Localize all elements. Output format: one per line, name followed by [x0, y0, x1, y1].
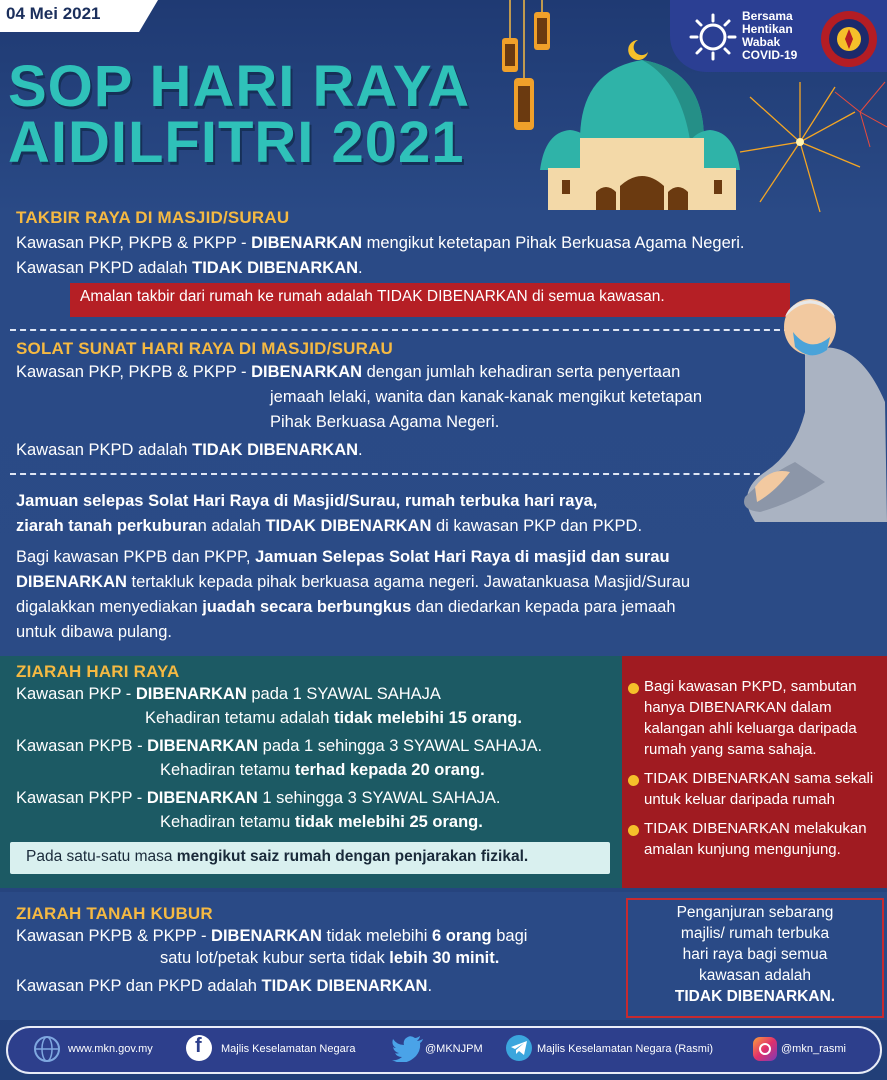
- ziarah-row2: [16, 734, 542, 759]
- text-bold: TIDAK DIBENARKAN: [265, 517, 432, 535]
- ziarah-row1-sub: [145, 706, 522, 731]
- text-span: di kawasan PKP dan PKPD.: [431, 517, 643, 535]
- pkpd-bullet2: [644, 768, 873, 810]
- text-bold: mengikut saiz rumah dengan penjarakan fizikal.: [176, 848, 529, 865]
- text-span: mengikut ketetapan Pihak Berkuasa Agama Negeri.: [362, 234, 745, 252]
- solat-line2: jemaah lelaki, wanita dan kanak-kanak mengikut ketetapan: [270, 388, 703, 406]
- text-bold: ziarah tanah perkubura: [16, 517, 198, 535]
- facebook-glyph: f: [195, 1035, 202, 1057]
- jamuan-p2-line3: [16, 595, 676, 620]
- covid-badge-text: [742, 10, 797, 62]
- pkpd-bullet-line: Bagi kawasan PKPD, sambutan: [644, 678, 857, 695]
- ziarah-row1: [16, 682, 441, 707]
- kubur-line3: [16, 974, 432, 999]
- text-bold: juadah secara berbungkus: [202, 598, 412, 616]
- notice-bold: TIDAK DIBENARKAN.: [674, 988, 836, 1005]
- bullet-icon: [628, 683, 639, 694]
- globe-icon: [32, 1034, 62, 1064]
- text-bold: TIDAK DIBENARKAN: [192, 441, 359, 459]
- text-bold: DIBENARKAN: [16, 573, 127, 591]
- text-bold: TIDAK DIBENARKAN: [192, 259, 359, 277]
- covid-badge-line: Bersama: [742, 9, 793, 23]
- pkpd-bullet-line: TIDAK DIBENARKAN sama sekali: [644, 770, 874, 787]
- text-span: Kawasan PKPD adalah: [16, 259, 193, 277]
- pkpd-bullet-line: TIDAK DIBENARKAN melakukan: [644, 820, 867, 837]
- text-span: bagi: [491, 927, 528, 945]
- text-bold: DIBENARKAN: [251, 234, 363, 252]
- text-span: .: [358, 259, 363, 277]
- jamuan-p2-line4: untuk dibawa pulang.: [16, 623, 172, 641]
- text-bold: tidak melebihi 25 orang.: [294, 813, 483, 831]
- takbir-banner-text: Amalan takbir dari rumah ke rumah adalah TIDAK DIBENARKAN di semua kawasan.: [80, 288, 665, 305]
- ziarah-heading: ZIARAH HARI RAYA: [16, 662, 180, 681]
- takbir-line1: [16, 231, 745, 256]
- text-span: Kawasan PKP, PKPB & PKPP -: [16, 234, 252, 252]
- notice-line: hari raya bagi semua: [682, 946, 828, 963]
- pkpd-bullet-line: hanya DIBENARKAN dalam: [644, 699, 832, 716]
- text-span: 1 sehingga 3 SYAWAL SAHAJA.: [257, 789, 501, 807]
- solat-line4: [16, 438, 363, 463]
- ziarah-row2-sub: [160, 758, 485, 783]
- divider: [10, 473, 790, 475]
- text-span: dengan jumlah kehadiran serta penyertaan: [362, 363, 681, 381]
- covid-badge-line: Wabak: [742, 35, 781, 49]
- text-span: tidak melebihi: [321, 927, 433, 945]
- jamuan-p2-line2: [16, 570, 690, 595]
- twitter-link[interactable]: @MKNJPM: [425, 1043, 483, 1055]
- fireworks-icon: [730, 72, 887, 232]
- pkpd-bullet1: [644, 676, 857, 760]
- praying-man-illustration: [735, 282, 887, 522]
- jamuan-p1-line2: [16, 514, 642, 539]
- kubur-heading: ZIARAH TANAH KUBUR: [16, 904, 213, 923]
- text-span: Kawasan PKPB & PKPP -: [16, 927, 212, 945]
- telegram-plane-icon: [510, 1040, 528, 1056]
- solat-line3: Pihak Berkuasa Agama Negeri.: [270, 413, 500, 431]
- text-span: Kehadiran tetamu: [160, 813, 295, 831]
- text-span: Kawasan PKP, PKPB & PKPP -: [16, 363, 252, 381]
- text-span: Kawasan PKPB -: [16, 737, 148, 755]
- text-bold: DIBENARKAN: [146, 789, 258, 807]
- date-label: 04 Mei 2021: [6, 4, 101, 23]
- text-span: .: [358, 441, 363, 459]
- pkpd-bullet-line: amalan kunjung mengunjung.: [644, 841, 841, 858]
- text-bold: DIBENARKAN: [251, 363, 363, 381]
- ziarah-row3-sub: [160, 810, 483, 835]
- text-span: Bagi kawasan PKPB dan PKPP,: [16, 548, 256, 566]
- pkpd-bullet3: [644, 818, 867, 860]
- bullet-icon: [628, 775, 639, 786]
- takbir-line2: [16, 256, 363, 281]
- instagram-lens: [759, 1043, 771, 1055]
- text-bold: DIBENARKAN: [135, 685, 247, 703]
- takbir-heading: TAKBIR RAYA DI MASJID/SURAU: [16, 208, 290, 227]
- page-title-line2: AIDILFITRI 2021: [8, 110, 465, 175]
- instagram-link[interactable]: @mkn_rasmi: [781, 1043, 846, 1055]
- text-span: digalakkan menyediakan: [16, 598, 203, 616]
- text-bold: terhad kepada 20 orang.: [294, 761, 485, 779]
- text-span: Kawasan PKP dan PKPD adalah: [16, 977, 262, 995]
- nsc-logo: [820, 10, 878, 68]
- divider: [10, 329, 790, 331]
- ziarah-row3: [16, 786, 501, 811]
- solat-heading: SOLAT SUNAT HARI RAYA DI MASJID/SURAU: [16, 339, 394, 358]
- text-span: pada 1 sehingga 3 SYAWAL SAHAJA.: [258, 737, 543, 755]
- ziarah-note-text: [26, 848, 528, 866]
- text-span: Kehadiran tetamu adalah: [145, 709, 334, 727]
- text-span: .: [427, 977, 433, 995]
- text-span: tertakluk kepada pihak berkuasa agama negeri. Jawatankuasa Masjid/Surau: [126, 573, 691, 591]
- text-span: satu lot/petak kubur serta tidak: [160, 949, 390, 967]
- text-bold: TIDAK DIBENARKAN: [261, 977, 428, 995]
- text-span: Kawasan PKP -: [16, 685, 136, 703]
- virus-icon: [688, 12, 738, 62]
- notice-line: Penganjuran sebarang: [676, 904, 834, 921]
- text-bold: DIBENARKAN: [211, 927, 322, 945]
- pkpd-bullet-line: rumah yang sama sahaja.: [644, 741, 817, 758]
- covid-badge-line: Hentikan: [742, 22, 793, 36]
- text-span: Kawasan PKPD adalah: [16, 441, 193, 459]
- notice-line: kawasan adalah: [698, 967, 812, 984]
- solat-line1: [16, 360, 680, 385]
- text-span: n adalah: [197, 517, 266, 535]
- pkpd-bullet-line: untuk keluar daripada rumah: [644, 791, 835, 808]
- twitter-icon[interactable]: [392, 1036, 424, 1062]
- text-bold: Jamuan selepas Solat Hari Raya di Masjid/Surau, rumah terbuka hari raya,: [16, 492, 598, 510]
- pkpd-bullet-line: kalangan ahli keluarga daripada: [644, 720, 857, 737]
- text-bold: Jamuan Selepas Solat Hari Raya di masjid dan surau: [255, 548, 670, 566]
- bullet-icon: [628, 825, 639, 836]
- text-bold: 6 orang: [432, 927, 492, 945]
- text-bold: tidak melebihi 15 orang.: [333, 709, 522, 727]
- telegram-link[interactable]: Majlis Keselamatan Negara (Rasmi): [537, 1043, 714, 1055]
- text-span: Kawasan PKPP -: [16, 789, 147, 807]
- text-bold: lebih 30 minit.: [389, 949, 500, 967]
- jamuan-p1-line1: [16, 489, 597, 514]
- page-title-line1: SOP HARI RAYA: [8, 54, 471, 119]
- open-house-notice-text: [628, 902, 882, 1007]
- jamuan-p2-line1: [16, 545, 670, 570]
- text-span: dan diedarkan kepada para jemaah: [411, 598, 676, 616]
- facebook-link[interactable]: Majlis Keselamatan Negara: [221, 1043, 356, 1055]
- covid-badge-line: COVID-19: [742, 48, 798, 62]
- text-bold: DIBENARKAN: [147, 737, 259, 755]
- text-span: Pada satu-satu masa: [26, 848, 177, 865]
- kubur-line2: [160, 946, 499, 971]
- text-span: pada 1 SYAWAL SAHAJA: [246, 685, 441, 703]
- text-span: Kehadiran tetamu: [160, 761, 295, 779]
- website-link[interactable]: www.mkn.gov.my: [68, 1043, 153, 1055]
- notice-line: majlis/ rumah terbuka: [680, 925, 830, 942]
